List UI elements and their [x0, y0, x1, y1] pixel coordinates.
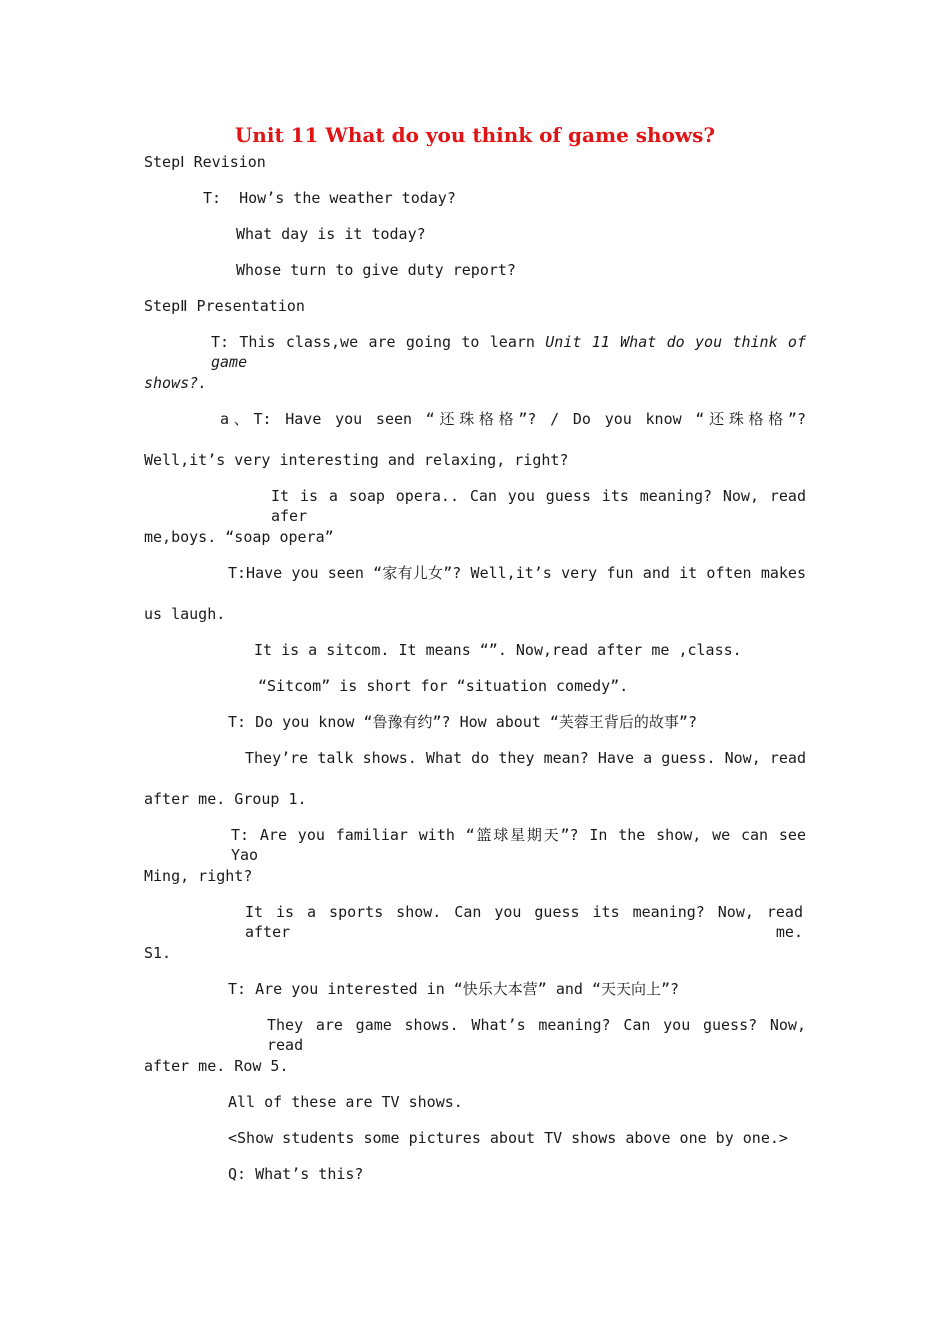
document-title: Unit 11 What do you think of game shows? — [234, 123, 716, 147]
game-show-line-continued: after me. Row 5. — [144, 1057, 289, 1075]
sitcom-question-line-continued: us laugh. — [144, 605, 226, 623]
talk-show-line: They’re talk shows. What do they mean? Have a guess. Now, read — [245, 749, 806, 767]
step2-heading: StepⅡ Presentation — [144, 297, 305, 315]
revision-question-duty: Whose turn to give duty report? — [236, 261, 516, 279]
all-tv-shows-line: All of these are TV shows. — [228, 1093, 463, 1111]
game-show-line: They are game shows. What’s meaning? Can you guess? Now, read — [267, 1016, 806, 1054]
soap-opera-line-continued: me,boys. “soap opera” — [144, 528, 334, 546]
sitcom-question-line: T:Have you seen “家有儿女”? Well,it’s very fun and it often makes — [228, 564, 806, 582]
talk-show-question: T: Do you know “鲁豫有约”? How about “芙蓉王背后的故事”? — [228, 713, 697, 731]
question-whats-this: Q: What’s this? — [228, 1165, 364, 1183]
talk-show-line-continued: after me. Group 1. — [144, 790, 307, 808]
revision-question-day: What day is it today? — [236, 225, 426, 243]
question-a-line-continued: Well,it’s very interesting and relaxing, right? — [144, 451, 569, 469]
sports-show-question-continued: Ming, right? — [144, 867, 253, 885]
step1-heading: StepⅠ Revision — [144, 153, 266, 171]
sports-show-question: T: Are you familiar with “篮球星期天”? In the show, we can see Yao — [231, 826, 806, 864]
game-show-question: T: Are you interested in “快乐大本营” and “天天向上”? — [228, 980, 680, 998]
intro-unit-title: Unit 11 What do you think of game — [211, 333, 806, 371]
intro-line — [211, 332, 806, 371]
sitcom-meaning-line: It is a sitcom. It means “”. Now,read after me ,class. — [254, 641, 742, 659]
intro-text: T: This class,we are going to learn — [211, 333, 535, 351]
show-pictures-instruction: <Show students some pictures about TV shows above one by one.> — [228, 1129, 788, 1147]
question-a-line: a、T: Have you seen “还珠格格”? / Do you know “还珠格格”? — [220, 410, 806, 428]
revision-question-weather: T: How’s the weather today? — [203, 189, 456, 207]
sitcom-definition-line: “Sitcom” is short for “situation comedy”. — [258, 677, 629, 695]
sports-show-line: It is a sports show. Can you guess its meaning? Now, read after me. — [245, 903, 803, 941]
soap-opera-line: It is a soap opera.. Can you guess its meaning? Now, read afer — [271, 487, 806, 525]
sports-show-line-continued: S1. — [144, 944, 172, 962]
intro-unit-title-continued: shows?. — [144, 374, 208, 392]
